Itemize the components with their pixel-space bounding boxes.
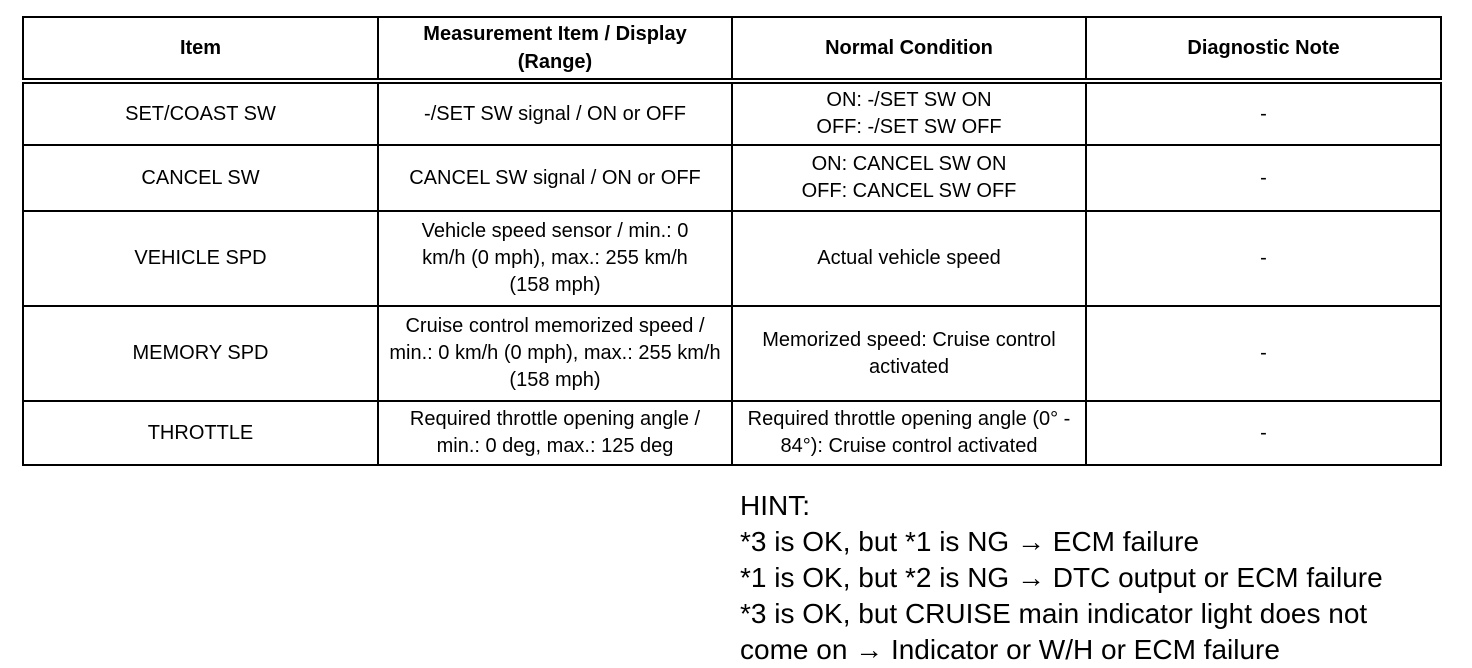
table-row [23,401,1441,465]
cell-item: SET/COAST SW [23,81,378,145]
hint-line: *1 is OK, but *2 is NG → DTC output or ECM failure [740,562,1383,593]
header-measurement: Measurement Item / Display (Range) [378,17,732,81]
hint-block [740,488,1460,668]
hint-title: HINT: [740,490,810,521]
hint-line: *3 is OK, but *1 is NG → ECM failure [740,526,1200,557]
normal-condition-line: OFF: CANCEL SW OFF [801,180,1017,202]
table-row [23,306,1441,401]
cell-measurement: Cruise control memorized speed / min.: 0 km/h (0 mph), max.: 255 km/h (158 mph) [378,306,732,401]
cell-diagnostic-note: - [1086,401,1441,465]
header-item: Item [23,17,378,81]
cell-diagnostic-note: - [1086,145,1441,211]
normal-condition-line: Actual vehicle speed [817,247,1001,269]
cell-diagnostic-note: - [1086,81,1441,145]
table-header-row [23,17,1441,81]
cell-diagnostic-note: - [1086,211,1441,306]
cell-normal-condition [732,81,1086,145]
normal-condition-line: ON: CANCEL SW ON [811,153,1007,175]
cell-measurement: CANCEL SW signal / ON or OFF [378,145,732,211]
normal-condition-line: Memorized speed: Cruise control activated [762,328,1056,378]
normal-condition-line: Required throttle opening angle (0° - 84°): Cruise control activated [747,408,1071,457]
cell-item: VEHICLE SPD [23,211,378,306]
header-normal-condition: Normal Condition [732,17,1086,81]
cell-item: MEMORY SPD [23,306,378,401]
table-row [23,145,1441,211]
cell-item: CANCEL SW [23,145,378,211]
cell-measurement: Required throttle opening angle / min.: 0 deg, max.: 125 deg [378,401,732,465]
hint-line: come on → Indicator or W/H or ECM failure [740,634,1280,665]
cell-diagnostic-note: - [1086,306,1441,401]
cell-normal-condition [732,306,1086,401]
diagnostic-table [22,16,1442,466]
cell-normal-condition [732,211,1086,306]
cell-normal-condition [732,145,1086,211]
table-row [23,81,1441,145]
cell-measurement: Vehicle speed sensor / min.: 0 km/h (0 mph), max.: 255 km/h (158 mph) [378,211,732,306]
cell-item: THROTTLE [23,401,378,465]
cell-measurement: -/SET SW signal / ON or OFF [378,81,732,145]
normal-condition-line: OFF: -/SET SW OFF [816,116,1002,138]
normal-condition-line: ON: -/SET SW ON [826,89,992,111]
cell-normal-condition [732,401,1086,465]
header-diagnostic-note: Diagnostic Note [1086,17,1441,81]
table-row [23,211,1441,306]
hint-line: *3 is OK, but CRUISE main indicator light does not [740,598,1368,629]
